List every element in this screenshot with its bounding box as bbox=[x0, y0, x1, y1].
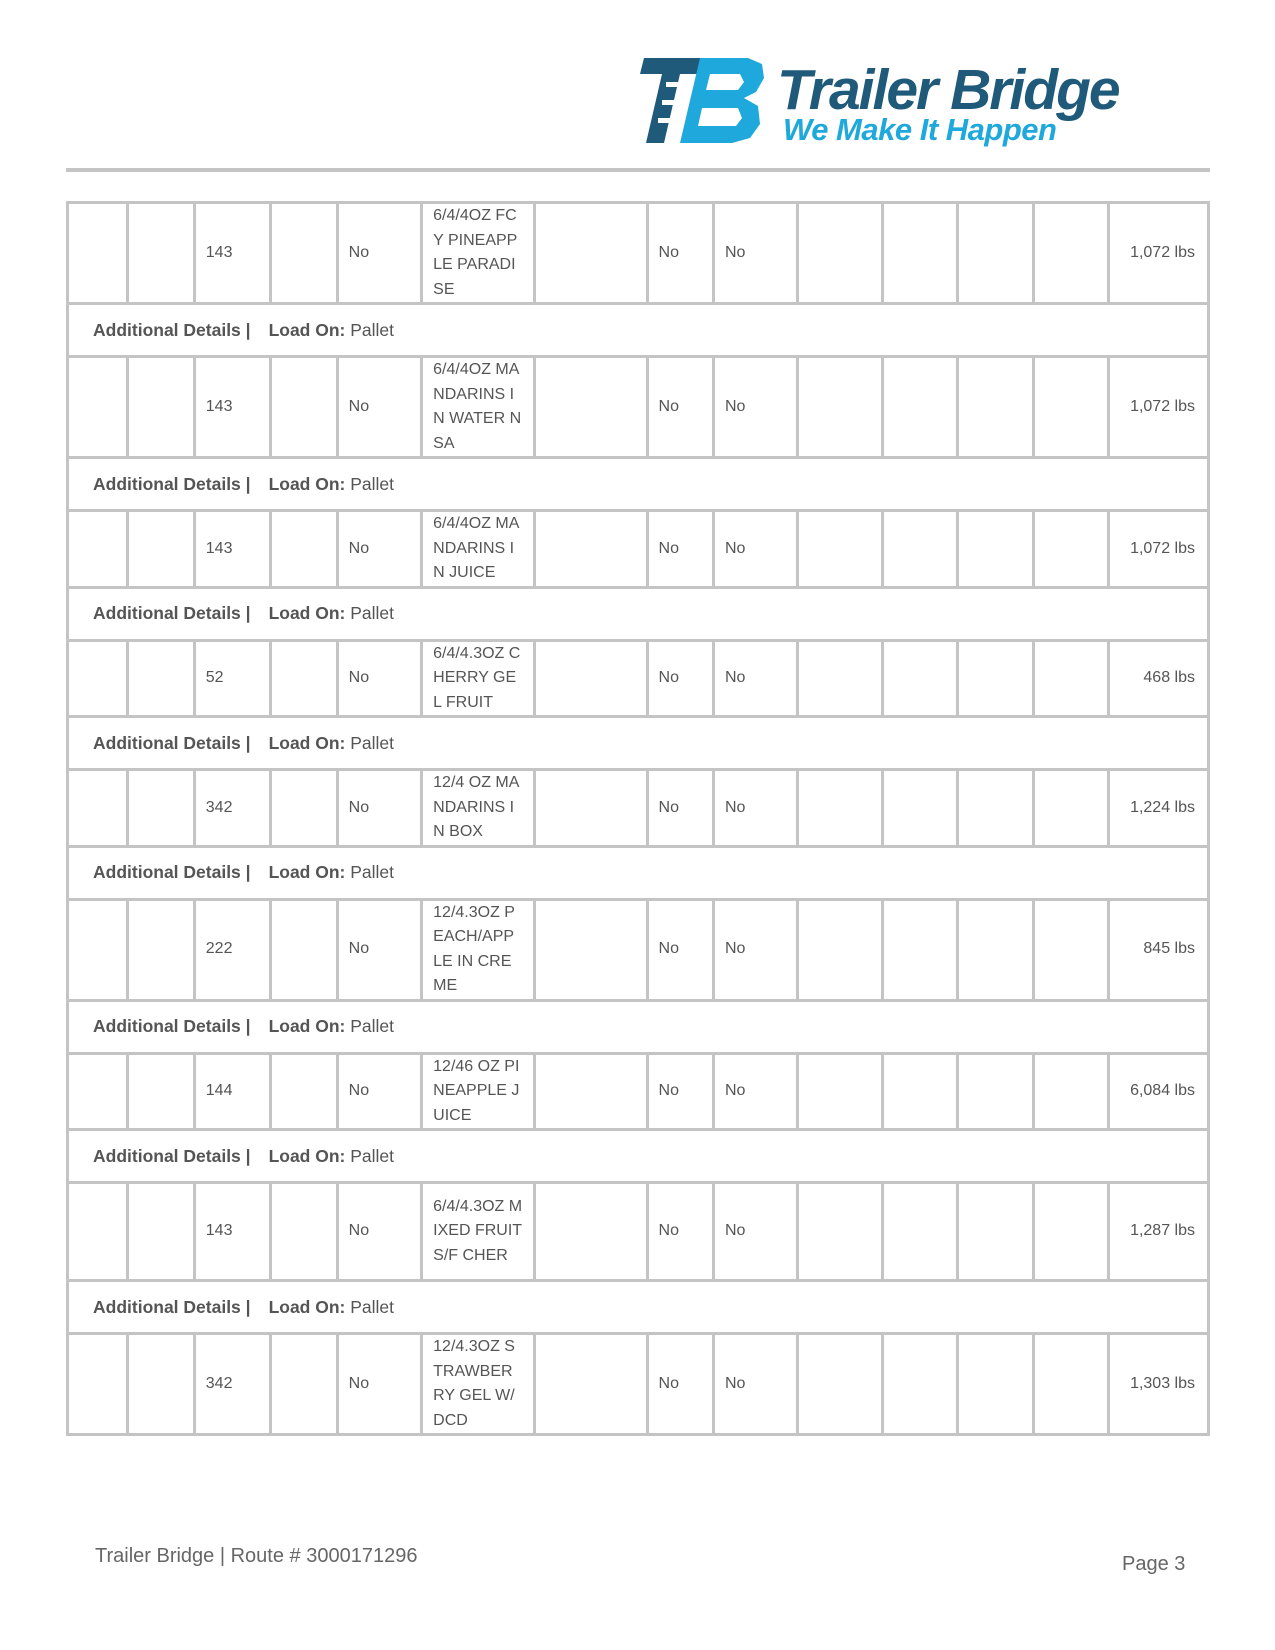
description-cell: 6/4/4OZ MANDARINS IN WATER NSA bbox=[422, 357, 535, 458]
additional-details-cell bbox=[68, 1000, 1209, 1053]
hazmat-cell: No bbox=[337, 899, 422, 1000]
load-on-label: Load On: bbox=[268, 862, 346, 883]
weight-cell: 1,072 lbs bbox=[1109, 511, 1209, 588]
flag-cell: No bbox=[647, 357, 713, 458]
qty-cell: 144 bbox=[194, 1053, 270, 1130]
hazmat-cell: No bbox=[337, 640, 422, 717]
cell-empty bbox=[958, 899, 1033, 1000]
footer-route: Trailer Bridge | Route # 3000171296 bbox=[95, 1545, 418, 1567]
load-on-label: Load On: bbox=[268, 319, 346, 340]
cell-empty bbox=[271, 1183, 337, 1281]
additional-details-row bbox=[68, 1130, 1209, 1183]
weight-cell: 1,072 lbs bbox=[1109, 203, 1209, 304]
cell-empty bbox=[128, 357, 194, 458]
flag-cell: No bbox=[647, 640, 713, 717]
cargo-item-row bbox=[68, 770, 1209, 847]
cargo-table-body bbox=[68, 203, 1209, 1435]
cell-empty bbox=[958, 1053, 1033, 1130]
flag-cell: No bbox=[647, 511, 713, 588]
qty-cell: 342 bbox=[194, 1334, 270, 1435]
cell-empty bbox=[534, 1334, 647, 1435]
flag-cell: No bbox=[713, 511, 798, 588]
cell-empty bbox=[958, 640, 1033, 717]
cell-empty bbox=[271, 511, 337, 588]
cargo-item-row bbox=[68, 640, 1209, 717]
additional-details-label: Additional Details | bbox=[93, 1145, 251, 1166]
cell-empty bbox=[1033, 203, 1108, 304]
cell-empty bbox=[534, 899, 647, 1000]
load-on-value: Pallet bbox=[350, 1145, 395, 1166]
load-on-label: Load On: bbox=[268, 473, 346, 494]
load-on-label: Load On: bbox=[268, 1296, 346, 1317]
cell-empty bbox=[1033, 899, 1108, 1000]
cell-empty bbox=[882, 1334, 957, 1435]
flag-cell: No bbox=[713, 1334, 798, 1435]
cell-empty bbox=[271, 1334, 337, 1435]
cell-empty bbox=[128, 1334, 194, 1435]
cell-empty bbox=[271, 357, 337, 458]
cell-empty bbox=[958, 1183, 1033, 1281]
cell-empty bbox=[128, 1053, 194, 1130]
description-cell: 12/4 OZ MANDARINS IN BOX bbox=[422, 770, 535, 847]
cell-empty bbox=[534, 203, 647, 304]
footer-page-number: Page 3 bbox=[1122, 1553, 1186, 1575]
qty-cell: 143 bbox=[194, 203, 270, 304]
cell-empty bbox=[68, 1183, 128, 1281]
cell-empty bbox=[271, 203, 337, 304]
load-on-value: Pallet bbox=[350, 1296, 395, 1317]
hazmat-cell: No bbox=[337, 511, 422, 588]
cargo-table-container bbox=[66, 201, 1210, 1436]
weight-cell: 845 lbs bbox=[1109, 899, 1209, 1000]
cell-empty bbox=[958, 357, 1033, 458]
cell-empty bbox=[1033, 357, 1108, 458]
hazmat-cell: No bbox=[337, 1183, 422, 1281]
additional-details-cell bbox=[68, 1130, 1209, 1183]
cell-empty bbox=[1033, 511, 1108, 588]
description-cell: 12/4.3OZ STRAWBERRY GEL W/DCD bbox=[422, 1334, 535, 1435]
flag-cell: No bbox=[647, 770, 713, 847]
additional-details-cell bbox=[68, 846, 1209, 899]
hazmat-cell: No bbox=[337, 357, 422, 458]
cell-empty bbox=[128, 899, 194, 1000]
load-on-value: Pallet bbox=[350, 473, 395, 494]
weight-cell: 1,287 lbs bbox=[1109, 1183, 1209, 1281]
additional-details-cell bbox=[68, 1281, 1209, 1334]
weight-cell: 468 lbs bbox=[1109, 640, 1209, 717]
weight-cell: 1,303 lbs bbox=[1109, 1334, 1209, 1435]
weight-cell: 1,224 lbs bbox=[1109, 770, 1209, 847]
hazmat-cell: No bbox=[337, 770, 422, 847]
hazmat-cell: No bbox=[337, 203, 422, 304]
cell-empty bbox=[68, 357, 128, 458]
cell-empty bbox=[798, 357, 883, 458]
load-on-label: Load On: bbox=[268, 1016, 346, 1037]
qty-cell: 222 bbox=[194, 899, 270, 1000]
cell-empty bbox=[534, 770, 647, 847]
cell-empty bbox=[798, 770, 883, 847]
cargo-item-row bbox=[68, 1053, 1209, 1130]
cell-empty bbox=[882, 357, 957, 458]
additional-details-row bbox=[68, 1281, 1209, 1334]
additional-details-label: Additional Details | bbox=[93, 862, 251, 883]
additional-details-label: Additional Details | bbox=[93, 1296, 251, 1317]
description-cell: 6/4/4OZ FCY PINEAPPLE PARADISE bbox=[422, 203, 535, 304]
cell-empty bbox=[128, 1183, 194, 1281]
additional-details-label: Additional Details | bbox=[93, 473, 251, 494]
additional-details-cell bbox=[68, 458, 1209, 511]
cell-empty bbox=[1033, 770, 1108, 847]
cell-empty bbox=[68, 203, 128, 304]
weight-cell: 6,084 lbs bbox=[1109, 1053, 1209, 1130]
load-on-value: Pallet bbox=[350, 1016, 395, 1037]
flag-cell: No bbox=[713, 203, 798, 304]
cell-empty bbox=[882, 770, 957, 847]
cargo-item-row bbox=[68, 357, 1209, 458]
cell-empty bbox=[798, 1053, 883, 1130]
flag-cell: No bbox=[713, 357, 798, 458]
cell-empty bbox=[68, 511, 128, 588]
cell-empty bbox=[958, 511, 1033, 588]
cell-empty bbox=[68, 640, 128, 717]
cell-empty bbox=[958, 203, 1033, 304]
cell-empty bbox=[271, 770, 337, 847]
additional-details-cell bbox=[68, 717, 1209, 770]
cell-empty bbox=[534, 1183, 647, 1281]
cell-empty bbox=[798, 511, 883, 588]
flag-cell: No bbox=[647, 1334, 713, 1435]
cell-empty bbox=[534, 1053, 647, 1130]
additional-details-row bbox=[68, 304, 1209, 357]
description-cell: 6/4/4OZ MANDARINS IN JUICE bbox=[422, 511, 535, 588]
load-on-label: Load On: bbox=[268, 732, 346, 753]
description-cell: 6/4/4.3OZ CHERRY GEL FRUIT bbox=[422, 640, 535, 717]
flag-cell: No bbox=[713, 1183, 798, 1281]
cell-empty bbox=[1033, 1334, 1108, 1435]
hazmat-cell: No bbox=[337, 1334, 422, 1435]
cell-empty bbox=[1033, 1183, 1108, 1281]
cell-empty bbox=[1033, 1053, 1108, 1130]
load-on-value: Pallet bbox=[350, 603, 395, 624]
cell-empty bbox=[798, 899, 883, 1000]
cargo-item-row bbox=[68, 899, 1209, 1000]
additional-details-row bbox=[68, 458, 1209, 511]
load-on-label: Load On: bbox=[268, 603, 346, 624]
trailer-bridge-logo bbox=[640, 55, 1200, 155]
header-divider bbox=[66, 168, 1210, 172]
brand-tagline: We Make It Happen bbox=[783, 112, 1057, 147]
cell-empty bbox=[798, 1183, 883, 1281]
cell-empty bbox=[68, 770, 128, 847]
additional-details-row bbox=[68, 846, 1209, 899]
cell-empty bbox=[798, 203, 883, 304]
additional-details-label: Additional Details | bbox=[93, 732, 251, 753]
cell-empty bbox=[534, 511, 647, 588]
qty-cell: 342 bbox=[194, 770, 270, 847]
cargo-item-row bbox=[68, 511, 1209, 588]
cell-empty bbox=[128, 770, 194, 847]
description-cell: 6/4/4.3OZ MIXED FRUIT S/F CHER bbox=[422, 1183, 535, 1281]
qty-cell: 52 bbox=[194, 640, 270, 717]
flag-cell: No bbox=[647, 203, 713, 304]
cell-empty bbox=[882, 511, 957, 588]
qty-cell: 143 bbox=[194, 511, 270, 588]
cell-empty bbox=[128, 511, 194, 588]
cell-empty bbox=[128, 640, 194, 717]
cell-empty bbox=[798, 640, 883, 717]
cargo-items-table bbox=[66, 201, 1210, 1436]
cell-empty bbox=[958, 1334, 1033, 1435]
load-on-label: Load On: bbox=[268, 1145, 346, 1166]
additional-details-label: Additional Details | bbox=[93, 1016, 251, 1037]
flag-cell: No bbox=[713, 640, 798, 717]
cell-empty bbox=[1033, 640, 1108, 717]
cell-empty bbox=[882, 203, 957, 304]
cargo-item-row bbox=[68, 1334, 1209, 1435]
additional-details-row bbox=[68, 587, 1209, 640]
cell-empty bbox=[68, 899, 128, 1000]
brand-name: Trailer Bridge bbox=[777, 58, 1119, 122]
cell-empty bbox=[128, 203, 194, 304]
qty-cell: 143 bbox=[194, 1183, 270, 1281]
weight-cell: 1,072 lbs bbox=[1109, 357, 1209, 458]
qty-cell: 143 bbox=[194, 357, 270, 458]
additional-details-cell bbox=[68, 587, 1209, 640]
flag-cell: No bbox=[647, 1053, 713, 1130]
additional-details-label: Additional Details | bbox=[93, 603, 251, 624]
description-cell: 12/4.3OZ PEACH/APPLE IN CREME bbox=[422, 899, 535, 1000]
cell-empty bbox=[68, 1334, 128, 1435]
additional-details-cell bbox=[68, 304, 1209, 357]
cell-empty bbox=[271, 640, 337, 717]
cell-empty bbox=[958, 770, 1033, 847]
cell-empty bbox=[882, 1183, 957, 1281]
flag-cell: No bbox=[647, 1183, 713, 1281]
load-on-value: Pallet bbox=[350, 732, 395, 753]
description-cell: 12/46 OZ PINEAPPLE JUICE bbox=[422, 1053, 535, 1130]
cargo-item-row bbox=[68, 203, 1209, 304]
cell-empty bbox=[798, 1334, 883, 1435]
flag-cell: No bbox=[713, 770, 798, 847]
cell-empty bbox=[882, 1053, 957, 1130]
hazmat-cell: No bbox=[337, 1053, 422, 1130]
additional-details-row bbox=[68, 717, 1209, 770]
tb-logo-mark-icon bbox=[640, 58, 765, 143]
cell-empty bbox=[271, 1053, 337, 1130]
flag-cell: No bbox=[713, 1053, 798, 1130]
cell-empty bbox=[882, 640, 957, 717]
cell-empty bbox=[68, 1053, 128, 1130]
additional-details-row bbox=[68, 1000, 1209, 1053]
cargo-item-row bbox=[68, 1183, 1209, 1281]
additional-details-label: Additional Details | bbox=[93, 319, 251, 340]
flag-cell: No bbox=[713, 899, 798, 1000]
cell-empty bbox=[882, 899, 957, 1000]
cell-empty bbox=[271, 899, 337, 1000]
cell-empty bbox=[534, 357, 647, 458]
flag-cell: No bbox=[647, 899, 713, 1000]
cell-empty bbox=[534, 640, 647, 717]
load-on-value: Pallet bbox=[350, 319, 395, 340]
load-on-value: Pallet bbox=[350, 862, 395, 883]
